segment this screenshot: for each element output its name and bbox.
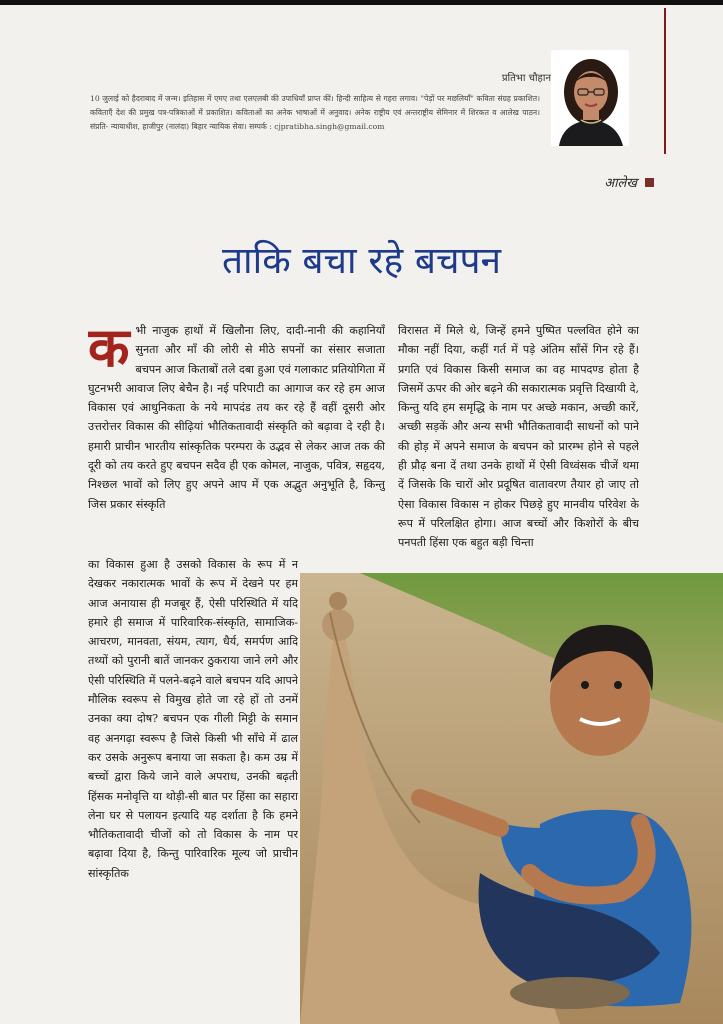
author-photo xyxy=(551,50,629,146)
author-name: प्रतिभा चौहान xyxy=(501,73,551,84)
article-column-1-continued xyxy=(88,555,298,997)
article-column-1-text: भी नाजुक हाथों में खिलौना लिए, दादी-नानी की कहानियाँ सुनता और माँ की लोरी से मीठे सपनों का संसार सजाता बचपन आज किताबों तले दबा हुआ एवं गलाकाट प्रतियोगिता में घुटनभरी आवाज लिए बेचैन है। नई परिपाटी का आगाज कर रहे हम आज विकास एवं आधुनिकता के नये मापदंड तय कर रहे हैं वहीं दूसरी ओर उत्तरोत्तर विकास की सीढ़ियां भौतिकतावादी संस्कृति को बढ़ावा दे रही है। हमारी प्राचीन भारतीय सांस्कृतिक परम्परा के उद्भव से लेकर आज तक की दूरी को तय करते हुए बचपन सदैव ही एक कोमल, नाजुक, पवित्र, सहृदय, निश्छल भावों को लिए हुए अपने आप में एक अद्भुत अनुभूति है, किन्तु जिस प्रकार संस्कृति xyxy=(88,324,385,511)
child-sand-photo xyxy=(300,573,723,1024)
header-rule xyxy=(664,8,666,154)
drop-cap: क xyxy=(88,321,130,379)
article-column-1 xyxy=(88,321,385,563)
section-marker xyxy=(645,178,654,187)
author-bio: 10 जुलाई को हैदराबाद में जन्म। इतिहास में एमए तथा एलएलबी की उपाधियाँ प्राप्त कीं। हिन्दी साहित्य से गहरा लगाव। "पेड़ों पर मछलियाँ" कविता संग्रह प्रकाशित। कविताएँ देश की प्रमुख पत्र-पत्रिकाओं में प्रकाशित। कविताओं का अनेक भाषाओं में अनुवाद। अनेक राष्ट्रीय एवं अन्तराष्ट्रीय सेमिनार में शिरकत व आलेख पाठन। संप्रति- न्यायाधीश, हाजीपुर (नालंदा) बिहार न्यायिक सेवा। सम्पर्क : cjpratibha.singh@gmail.com xyxy=(90,94,540,131)
article-column-2 xyxy=(398,321,639,563)
top-border xyxy=(0,0,723,5)
article-column-1-continued-text: का विकास हुआ है उसको विकास के रूप में न देखकर नकारात्मक भावों के रूप में देखने पर हम आज अनायास ही मजबूर हैं, ऐसी परिस्थिति में यदि हमारे ही समाज में पारिवारिक-संस्कृति, सामाजिक-आचरण, मानवता, संयम, त्याग, धैर्य, समर्पण आदि तथ्यों को पुरानी बातें जानकर ठुकराया जाने लगे और ऐसी परिस्थिति में पलने-बढ़ने वाले बचपन यदि आपने मौलिक स्वरूप से विमुख होते जा रहे हों तो उनमें उनका क्या दोष? बचपन एक गीली मिट्टी के समान वह अनगढ़ा स्वरूप है जिसे किसी भी साँचे में ढाल कर उसके अनुरूप बनाया जा सकता है। कम उम्र में बच्चों द्वारा किये जाने वाले अपराध, उनकी बढ़ती हिंसक मनोवृत्ति या थोड़ी-सी बात पर हिंसा का सहारा लेना घर से पलायन इत्यादि यह दर्शाता है कि हमने भौतिकतावादी चीजों को तो विकास के नाम पर बढ़ावा दिया है, किन्तु पारिवारिक मूल्य जो प्राचीन सांस्कृतिक xyxy=(88,558,298,880)
article-column-2-text: विरासत में मिले थे, जिन्हें हमने पुष्पित पल्लवित होने का मौका नहीं दिया, कहीं गर्त में पड़े अंतिम साँसें गिन रहे हैं। प्रगति एवं विकास किसी समाज का वह मापदण्ड होता है जिसमें ऊपर की ओर बढ़ने की सकारात्मक प्रवृत्ति दिखायी दे, किन्तु यदि हम समृद्धि के नाम पर अच्छे मकान, अच्छी कारें, अच्छी सड़कें और अन्य सभी भौतिकतावादी साधनों को पाने की होड़ में अपने समाज के बचपन को प्रारम्भ होने से पहले ही प्रौढ़ बना दें तथा उनके हाथों में ऐसी विध्वंसक चीजें थमा दें जिसके कि चारों ओर प्रदूषित वातावरण तैयार हो जाए तो ऐसा विकास विकास न होकर पिछड़े हुए मानवीय परिवेश के रूप में परिलक्षित होगा। आज बच्चों और किशोरों के बीच पनपती हिंसा एक बहुत बड़ी चिन्ता xyxy=(398,324,639,550)
section-label: आलेख xyxy=(604,176,637,191)
article-title: ताकि बचा रहे बचपन xyxy=(221,239,502,282)
